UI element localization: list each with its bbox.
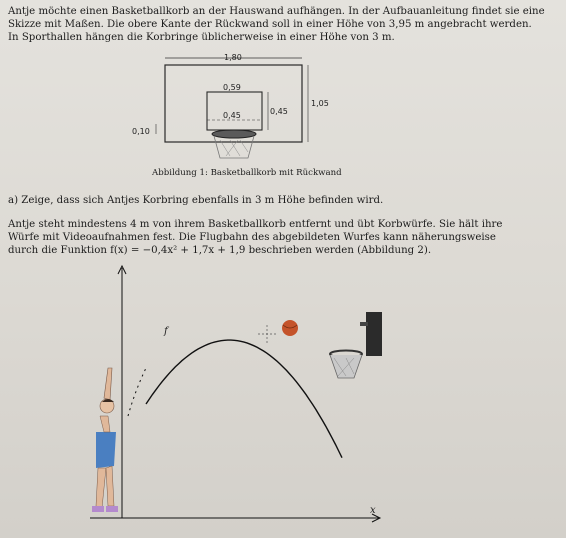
intro-line: Skizze mit Maßen. Die obere Kante der Rückwand soll in einer Höhe von 3,95 m angebracht werden.	[8, 19, 532, 30]
backboard	[366, 312, 382, 356]
player-figure	[92, 368, 118, 512]
description-line: durch die Funktion f(x) = −0,4x² + 1,7x + 1,9 beschrieben werden (Abbildung 2).	[8, 245, 432, 256]
intro-line: In Sporthallen hängen die Korbringe üblicherweise in einer Höhe von 3 m.	[8, 32, 395, 43]
intro-paragraph	[8, 5, 545, 44]
intro-line: Antje möchte einen Basketballkorb an der Hauswand aufhängen. In der Aufbauanleitung findet sie eine	[8, 6, 545, 17]
player-jersey	[96, 432, 116, 468]
figure-backboard-sketch	[120, 48, 340, 166]
net	[214, 136, 254, 158]
ring-offset-label: 0,10	[132, 127, 150, 136]
trajectory-start-dotted	[128, 368, 146, 416]
figure-throw-trajectory	[80, 256, 400, 538]
backboard-width-label: 1,80	[224, 53, 242, 62]
basketball-hoop	[330, 312, 382, 378]
inner-height-label: 0,45	[270, 107, 288, 116]
ring-width-label: 0,45	[223, 111, 241, 120]
crosshair-marker	[258, 325, 276, 343]
trajectory-curve	[146, 340, 342, 458]
ring	[212, 130, 256, 138]
description-line: Antje steht mindestens 4 m von ihrem Basketballkorb entfernt und übt Korbwürfe. Sie hält ihre	[8, 219, 503, 230]
function-label: f	[164, 326, 168, 337]
task-a: a) Zeige, dass sich Antjes Korbring ebenfalls in 3 m Höhe befinden wird.	[8, 195, 384, 206]
figure1-caption: Abbildung 1: Basketballkorb mit Rückwand	[152, 168, 342, 178]
task-description	[8, 218, 502, 257]
description-line: Würfe mit Videoaufnahmen fest. Die Flugbahn des abgebildeten Wurfes kann näherungsweise	[8, 232, 496, 243]
inner-width-label: 0,59	[223, 83, 241, 92]
backboard-height-label: 1,05	[311, 99, 329, 108]
x-axis-label: x	[370, 505, 376, 516]
